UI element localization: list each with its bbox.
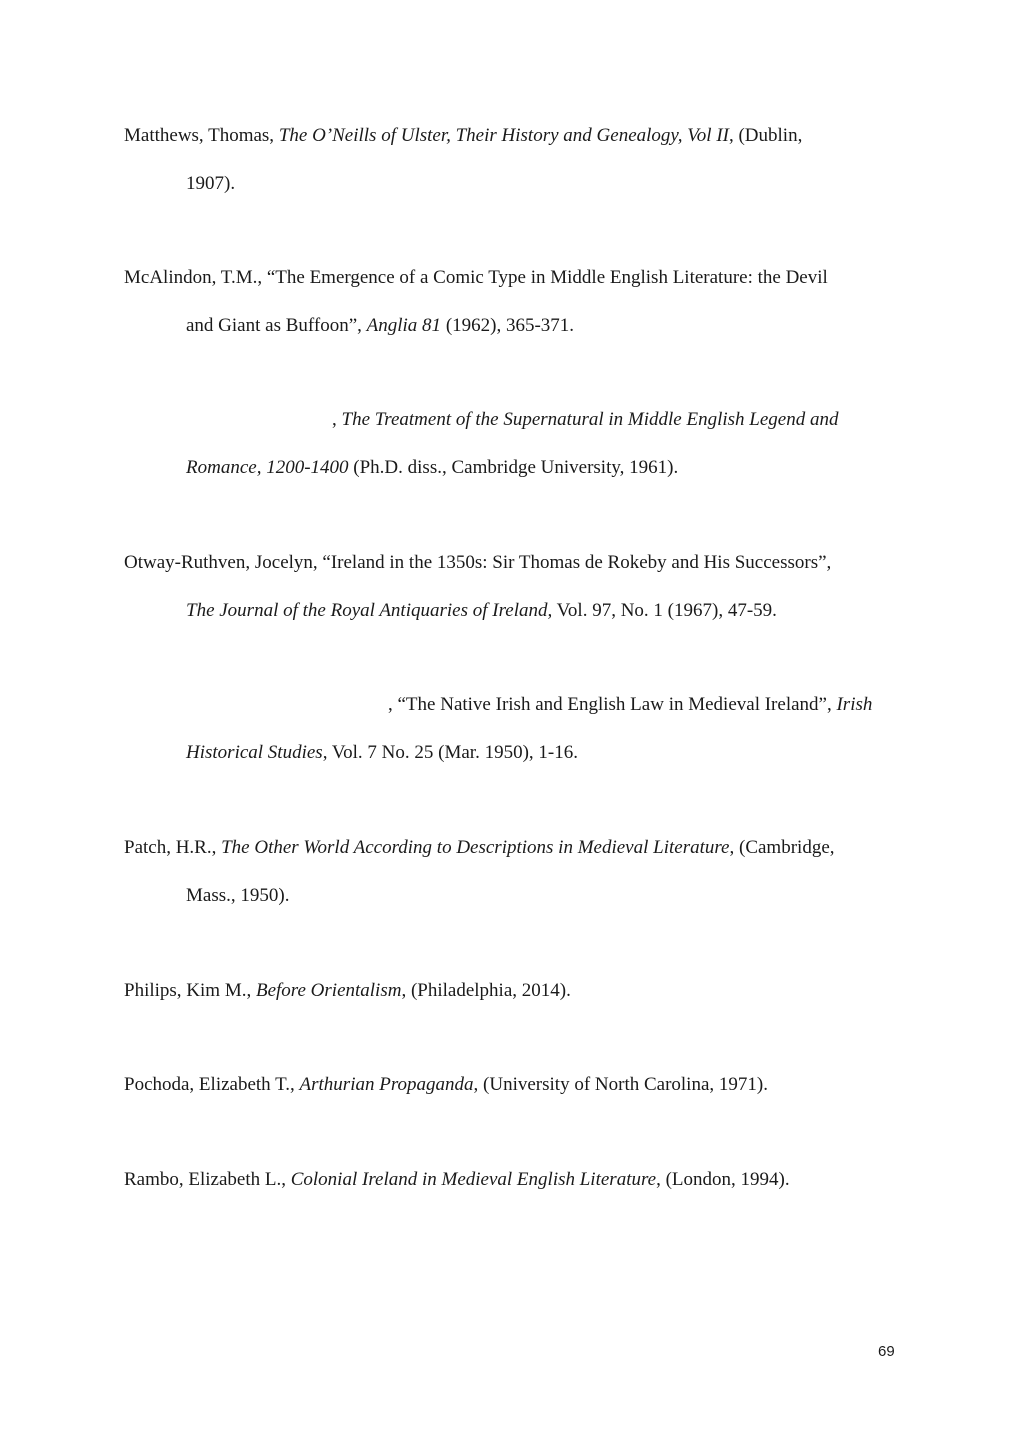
title-text: The O’Neills of Ulster, Their History and Genealogy, Vol II: [278, 125, 729, 146]
author-title-text: Otway-Ruthven, Jocelyn, “Ireland in the 1350s: Sir Thomas de Rokeby and His Successors”,: [124, 552, 832, 573]
page-number: 69: [878, 1343, 895, 1360]
publication-text: , (Dublin,: [728, 125, 803, 146]
title-text: Romance, 1200-1400: [186, 457, 349, 478]
bibliography-entry-otway-ruthven-1950: [124, 681, 914, 777]
title-text: The Treatment of the Supernatural in Middle English Legend and: [341, 409, 839, 430]
publication-text: , (Cambridge,: [729, 837, 835, 858]
entry-line: [124, 967, 914, 1015]
publication-text: , (University of North Carolina, 1971).: [473, 1074, 768, 1095]
bibliography-entry-mcalindon-thesis: [124, 396, 914, 492]
entry-line: [124, 872, 914, 920]
title-text: Before Orientalism: [255, 980, 402, 1001]
author-text: Philips, Kim M.,: [124, 980, 256, 1001]
entry-line: [124, 302, 914, 350]
publication-text: Mass., 1950).: [186, 885, 290, 906]
publication-text: (Ph.D. diss., Cambridge University, 1961).: [348, 457, 679, 478]
publication-text: , Vol. 7 No. 25 (Mar. 1950), 1-16.: [322, 742, 578, 763]
publication-text: 1907).: [186, 173, 236, 194]
publication-text: (1962), 365-371.: [441, 315, 575, 336]
publication-text: Vol. 97, No. 1 (1967), 47-59.: [552, 600, 777, 621]
bibliography-entry-patch: [124, 824, 914, 920]
entry-line: [124, 824, 914, 872]
entry-line: [124, 112, 914, 160]
journal-text: The Journal of the Royal Antiquaries of Ireland,: [186, 600, 553, 621]
journal-text: Historical Studies: [186, 742, 323, 763]
entry-line: [124, 681, 914, 729]
entry-line: [124, 539, 914, 587]
title-text: and Giant as Buffoon”,: [186, 315, 367, 336]
title-text: The Other World According to Descriptions in Medieval Literature: [221, 837, 730, 858]
title-text: Arthurian Propaganda: [299, 1074, 474, 1095]
journal-text: Anglia 81: [366, 315, 442, 336]
bibliography-entry-pochoda: [124, 1061, 914, 1109]
entry-line: [124, 1061, 914, 1109]
author-text: Patch, H.R.,: [124, 837, 222, 858]
author-text: Pochoda, Elizabeth T.,: [124, 1074, 300, 1095]
separator-text: ,: [332, 409, 342, 430]
publication-text: , (Philadelphia, 2014).: [401, 980, 571, 1001]
entry-line: [124, 587, 914, 635]
bibliography-entry-philips: [124, 967, 914, 1015]
entry-line: [124, 1156, 914, 1204]
bibliography-entry-mcalindon-article: [124, 254, 914, 350]
entry-line: [124, 396, 914, 444]
author-title-text: McAlindon, T.M., “The Emergence of a Comic Type in Middle English Literature: the Devil: [124, 267, 828, 288]
entry-line: [124, 254, 914, 302]
title-text: , “The Native Irish and English Law in Medieval Ireland”,: [388, 694, 837, 715]
title-text: Colonial Ireland in Medieval English Literature: [290, 1169, 657, 1190]
bibliography-entry-otway-ruthven-1967: [124, 539, 914, 635]
bibliography-entry-rambo: [124, 1156, 914, 1204]
entry-line: [124, 160, 914, 208]
entry-line: [124, 444, 914, 492]
author-text: Matthews, Thomas,: [124, 125, 279, 146]
journal-text: Irish: [836, 694, 873, 715]
publication-text: , (London, 1994).: [656, 1169, 790, 1190]
bibliography-entry-matthews: [124, 112, 914, 208]
author-text: Rambo, Elizabeth L.,: [124, 1169, 291, 1190]
entry-line: [124, 729, 914, 777]
